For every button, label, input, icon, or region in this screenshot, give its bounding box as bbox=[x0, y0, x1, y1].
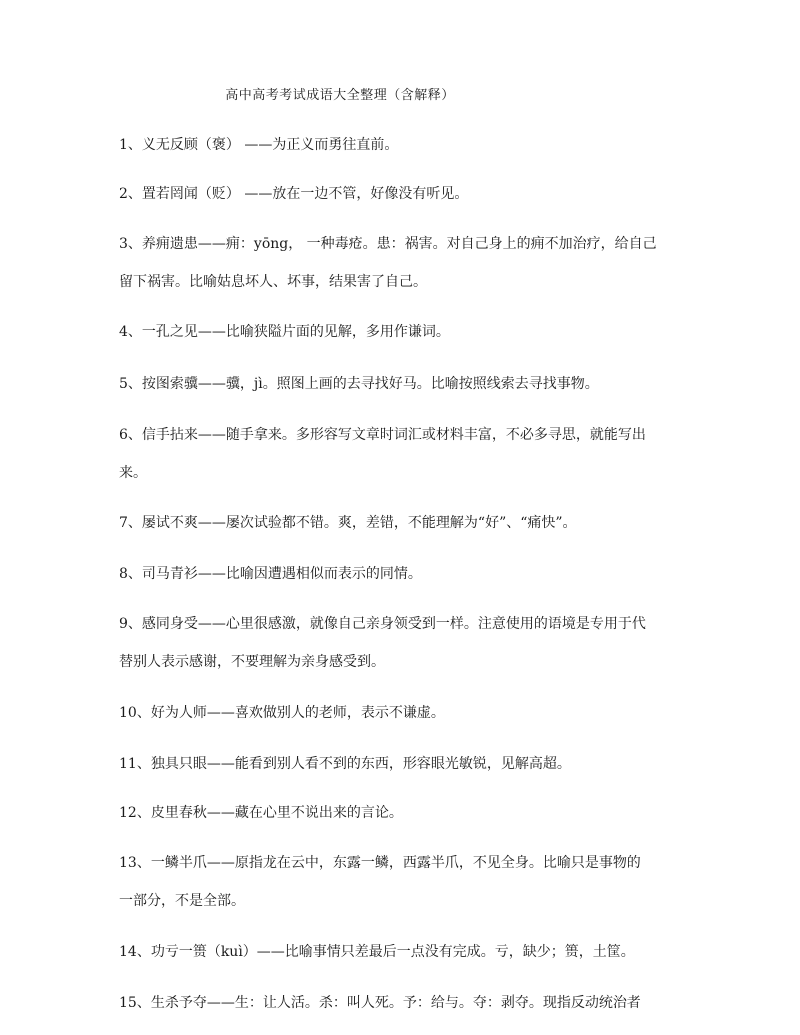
idiom-entry-5 bbox=[119, 374, 685, 394]
entry-line: 7、屡试不爽——屡次试验都不错。爽，差错，不能理解为“好”、“痛快”。 bbox=[119, 515, 577, 531]
idiom-entry-3 bbox=[119, 234, 685, 292]
entry-line: 1、义无反顾（褒） ——为正义而勇往直前。 bbox=[119, 137, 399, 153]
idiom-entry-10 bbox=[119, 703, 685, 723]
entry-line: 6、信手拈来——随手拿来。多形容写文章时词汇或材料丰富，不必多寻思，就能写出 bbox=[119, 427, 646, 443]
idiom-entry-9 bbox=[119, 614, 685, 672]
entry-line: 11、独具只眼——能看到别人看不到的东西，形容眼光敏锐，见解高超。 bbox=[119, 756, 571, 772]
idiom-entry-6 bbox=[119, 425, 685, 483]
entry-line: 5、按图索骥——骥，jì。照图上画的去寻找好马。比喻按照线索去寻找事物。 bbox=[119, 376, 599, 392]
idiom-entry-8 bbox=[119, 564, 685, 584]
idiom-entry-14 bbox=[119, 942, 685, 962]
idiom-entry-11 bbox=[119, 754, 685, 774]
idiom-entry-4 bbox=[119, 322, 685, 342]
idiom-entry-15 bbox=[119, 993, 685, 1013]
entry-line: 13、一鳞半爪——原指龙在云中，东露一鳞，西露半爪，不见全身。比喻只是事物的 bbox=[119, 855, 641, 871]
idiom-entry-1 bbox=[119, 135, 685, 155]
entry-line: 3、养痈遗患——痈：yōng， 一种毒疮。患：祸害。对自己身上的痈不加治疗，给自己 bbox=[119, 236, 657, 252]
idiom-entry-7 bbox=[119, 513, 685, 533]
idiom-entry-12 bbox=[119, 803, 685, 823]
idiom-entry-13 bbox=[119, 853, 685, 911]
entry-line: 8、司马青衫——比喻因遭遇相似而表示的同情。 bbox=[119, 566, 422, 582]
entry-line: 2、置若罔闻（贬） ——放在一边不管，好像没有听见。 bbox=[119, 186, 469, 202]
document-title: 高中高考考试成语大全整理（含解释） bbox=[225, 88, 455, 103]
entry-line: 14、功亏一篑（kuì）——比喻事情只差最后一点没有完成。亏，缺少；篑，土筐。 bbox=[119, 944, 635, 960]
entry-line: 留下祸害。比喻姑息坏人、坏事，结果害了自己。 bbox=[119, 274, 427, 290]
entry-line: 10、好为人师——喜欢做别人的老师，表示不谦虚。 bbox=[119, 705, 445, 721]
entry-line: 一部分，不是全部。 bbox=[119, 893, 245, 909]
entry-line: 15、生杀予夺——生：让人活。杀：叫人死。予：给与。夺：剥夺。现指反动统治者 bbox=[119, 995, 641, 1011]
entry-line: 9、感同身受——心里很感激，就像自己亲身领受到一样。注意使用的语境是专用于代 bbox=[119, 616, 646, 632]
idiom-entry-2 bbox=[119, 184, 685, 204]
entry-line: 替别人表示感谢，不要理解为亲身感受到。 bbox=[119, 654, 385, 670]
entry-line: 来。 bbox=[119, 465, 147, 481]
entry-line: 4、一孔之见——比喻狭隘片面的见解，多用作谦词。 bbox=[119, 324, 450, 340]
entry-line: 12、皮里春秋——藏在心里不说出来的言论。 bbox=[119, 805, 403, 821]
